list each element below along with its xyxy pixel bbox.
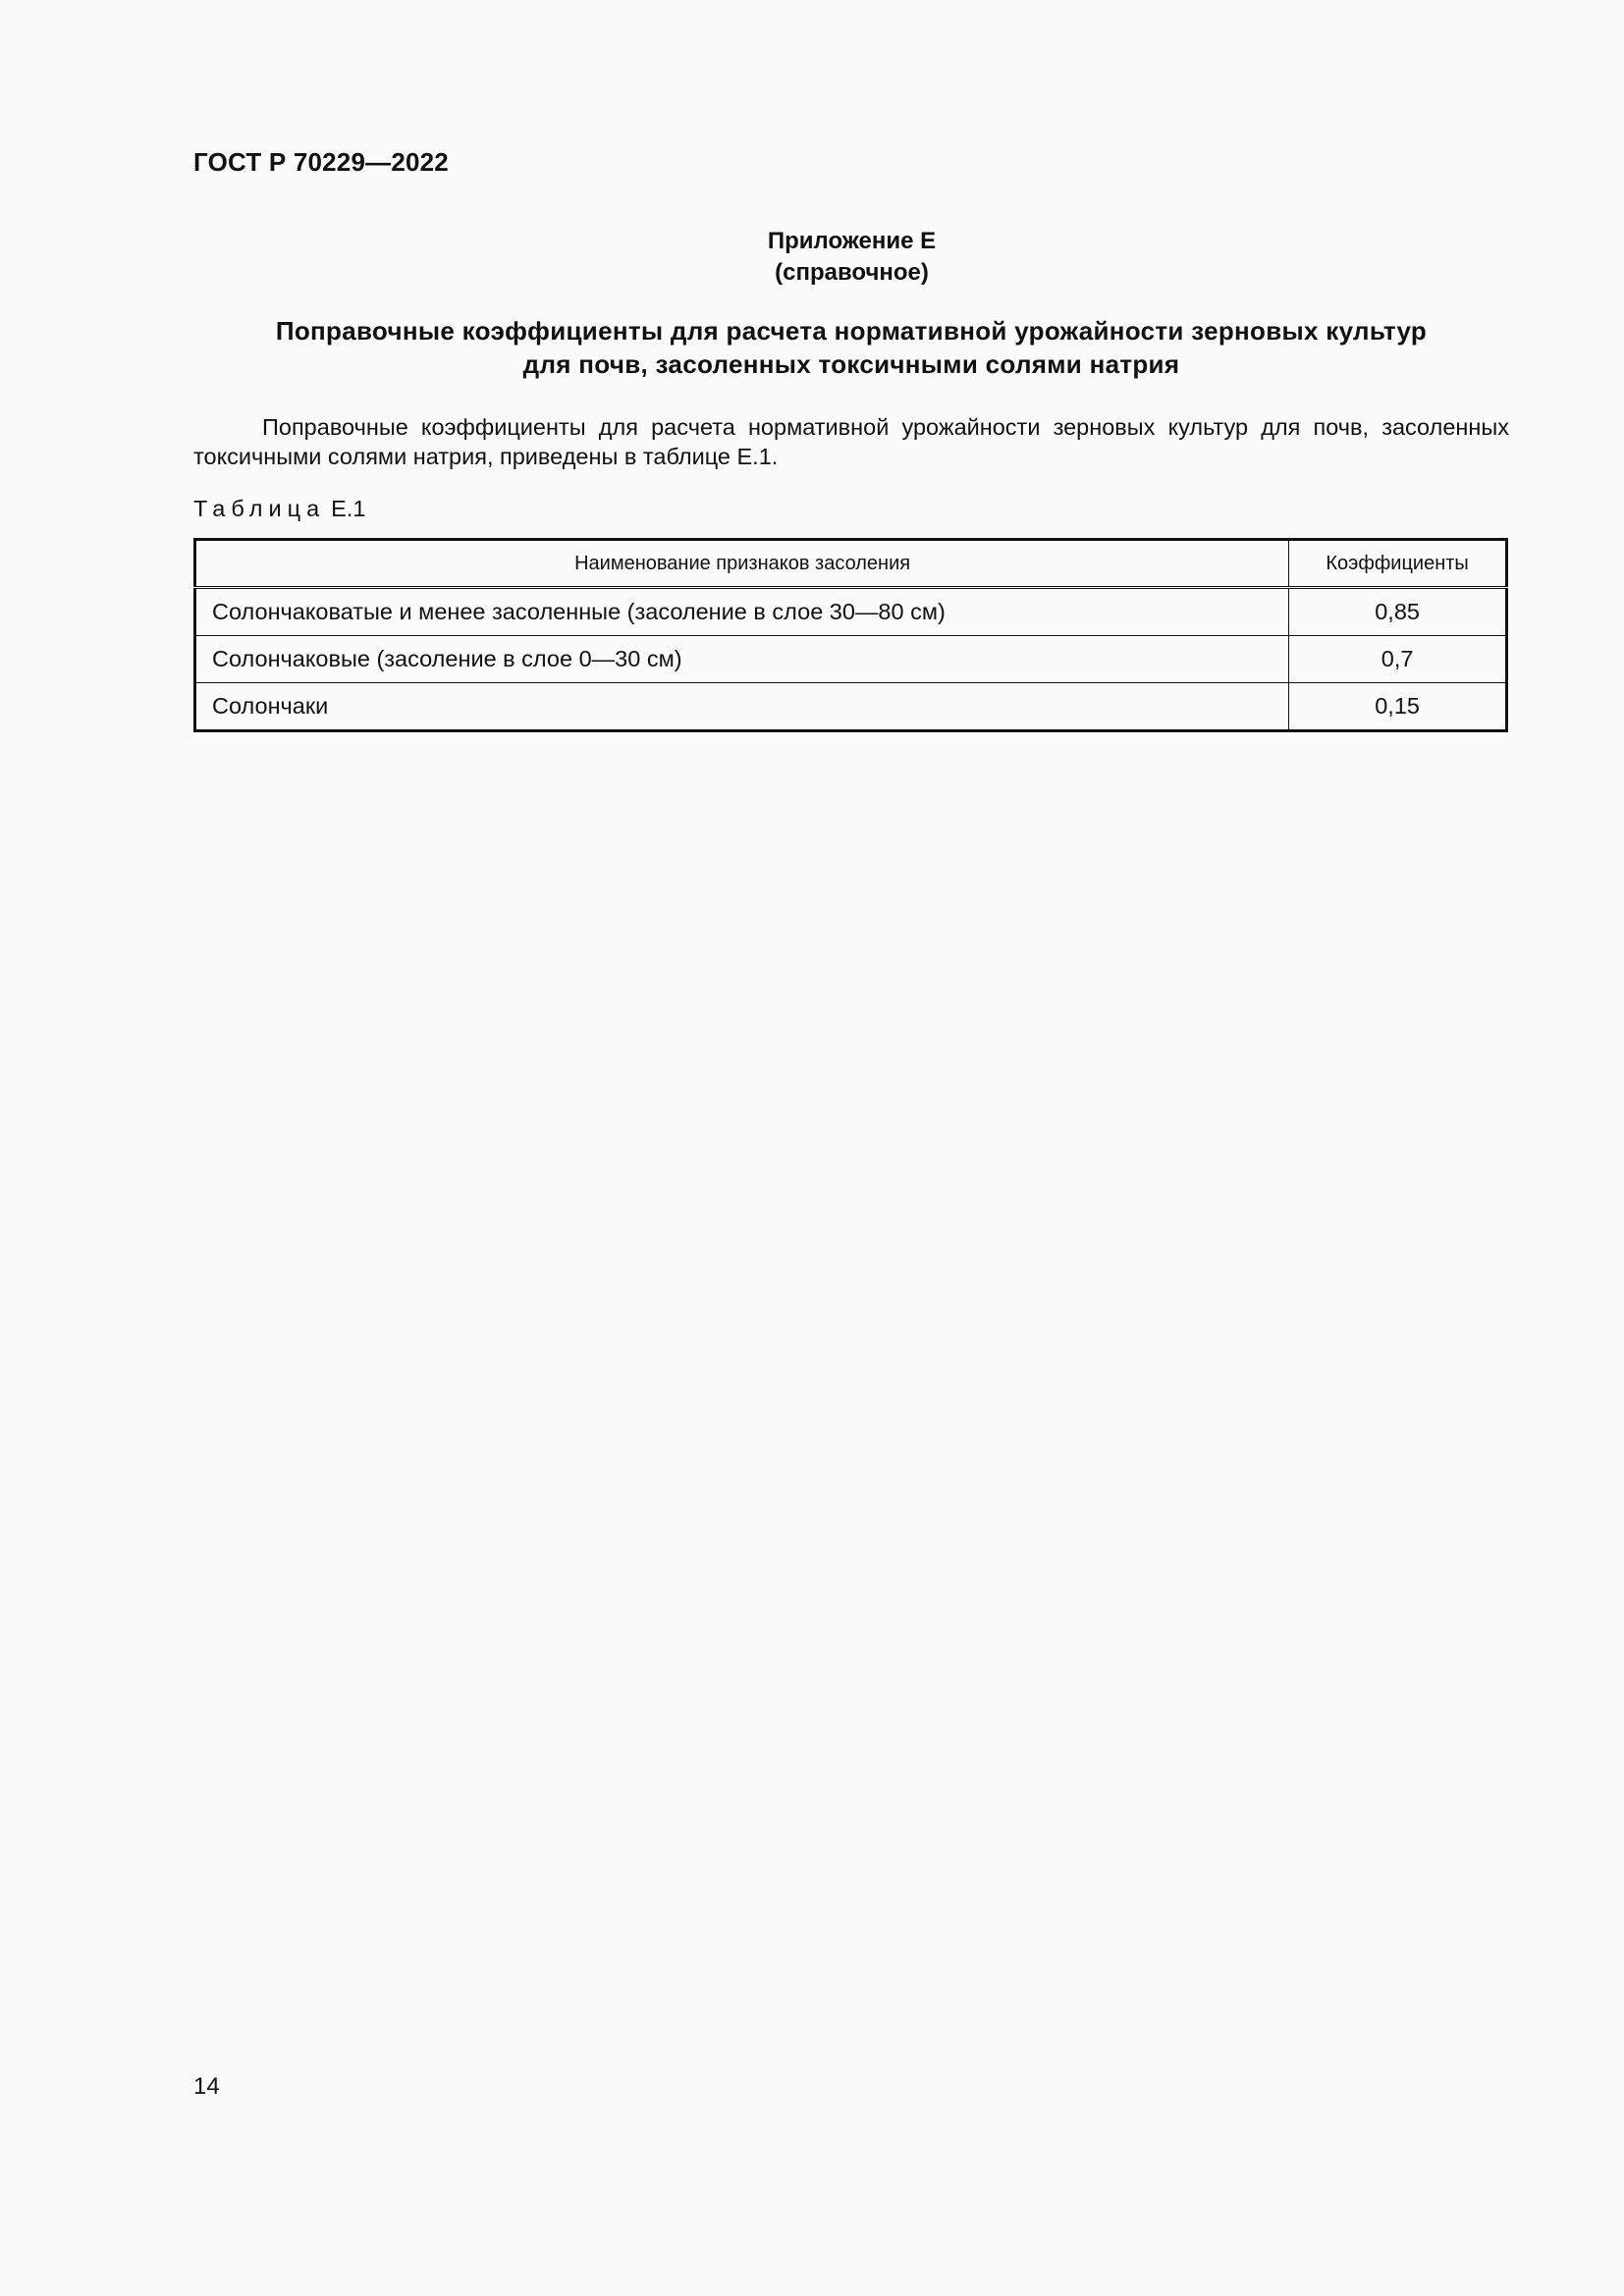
coefficient-cell: 0,85 (1289, 588, 1507, 636)
salinity-coefficients-table (193, 538, 1508, 732)
table-row (195, 636, 1507, 683)
standard-code: ГОСТ Р 70229—2022 (193, 147, 449, 177)
table-caption-word: Таблица (193, 496, 326, 521)
section-title-line-2: для почв, засоленных токсичными солями натрия (522, 349, 1180, 379)
table-row (195, 683, 1507, 731)
annex-heading (0, 226, 1624, 289)
annex-status: (справочное) (775, 259, 929, 286)
annex-title: Приложение Е (767, 228, 937, 254)
salinity-name-cell: Солончаковые (засоление в слое 0—30 см) (195, 636, 1289, 683)
page-number: 14 (193, 2073, 220, 2100)
table-row (195, 588, 1507, 636)
coefficient-cell: 0,7 (1289, 636, 1507, 683)
column-header-name: Наименование признаков засоления (195, 540, 1289, 588)
document-header (193, 147, 449, 178)
section-title (193, 314, 1509, 381)
table-caption-number: Е.1 (331, 496, 366, 521)
coefficient-cell: 0,15 (1289, 683, 1507, 731)
table-header-row (195, 540, 1507, 588)
intro-paragraph: Поправочные коэффициенты для расчета нормативной урожайности зерновых культур для почв, засоленных токсичными солями натрия, приведены в таблице Е.1. (193, 414, 1509, 469)
column-header-coefficient: Коэффициенты (1289, 540, 1507, 588)
salinity-name-cell: Солончаки (195, 683, 1289, 731)
table-caption (193, 496, 365, 522)
section-title-line-1: Поправочные коэффициенты для расчета нормативной урожайности зерновых культур (275, 316, 1428, 346)
salinity-name-cell: Солончаковатые и менее засоленные (засоление в слое 30—80 см) (195, 588, 1289, 636)
